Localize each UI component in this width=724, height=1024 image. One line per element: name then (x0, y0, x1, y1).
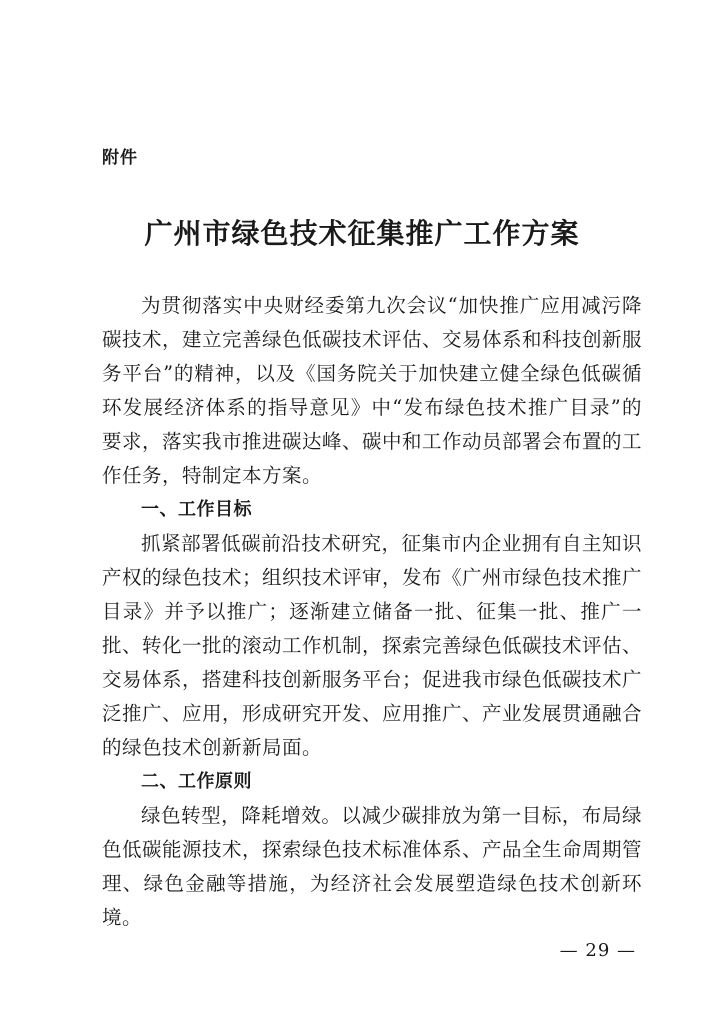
page-number: — 29 — (559, 940, 636, 961)
section-1-paragraph: 抓紧部署低碳前沿技术研究，征集市内企业拥有自主知识产权的绿色技术；组织技术评审，发布《广州市绿色技术推广目录》并予以推广；逐渐建立储备一批、征集一批、推广一批、转化一批的滚动工作机制，探索完善绿色低碳技术评估、交易体系，搭建科技创新服务平台；促进我市绿色低碳技术广泛推广、应用，形成研究开发、应用推广、产业发展贯通融合的绿色技术创新新局面。 (102, 532, 643, 759)
section-2-paragraph: 绿色转型，降耗增效。以减少碳排放为第一目标，布局绿色低碳能源技术，探索绿色技术标准体系、产品全生命周期管理、绿色金融等措施，为经济社会发展塑造绿色技术创新环境。 (102, 804, 643, 929)
section-2-heading: 二、工作原则 (141, 771, 252, 792)
intro-paragraph: 为贯彻落实中央财经委第九次会议“加快推广应用减污降碳技术，建立完善绿色低碳技术评估、交易体系和科技创新服务平台”的精神，以及《国务院关于加快建立健全绿色低碳循环发展经济体系的指导意见》中“发布绿色技术推广目录”的要求，落实我市推进碳达峰、碳中和工作动员部署会布置的工作任务，特制定本方案。 (102, 294, 643, 487)
attachment-label: 附件 (102, 148, 138, 168)
document-body (102, 289, 642, 935)
document-title: 广州市绿色技术征集推广工作方案 (144, 217, 580, 250)
section-1-heading: 一、工作目标 (141, 499, 252, 520)
